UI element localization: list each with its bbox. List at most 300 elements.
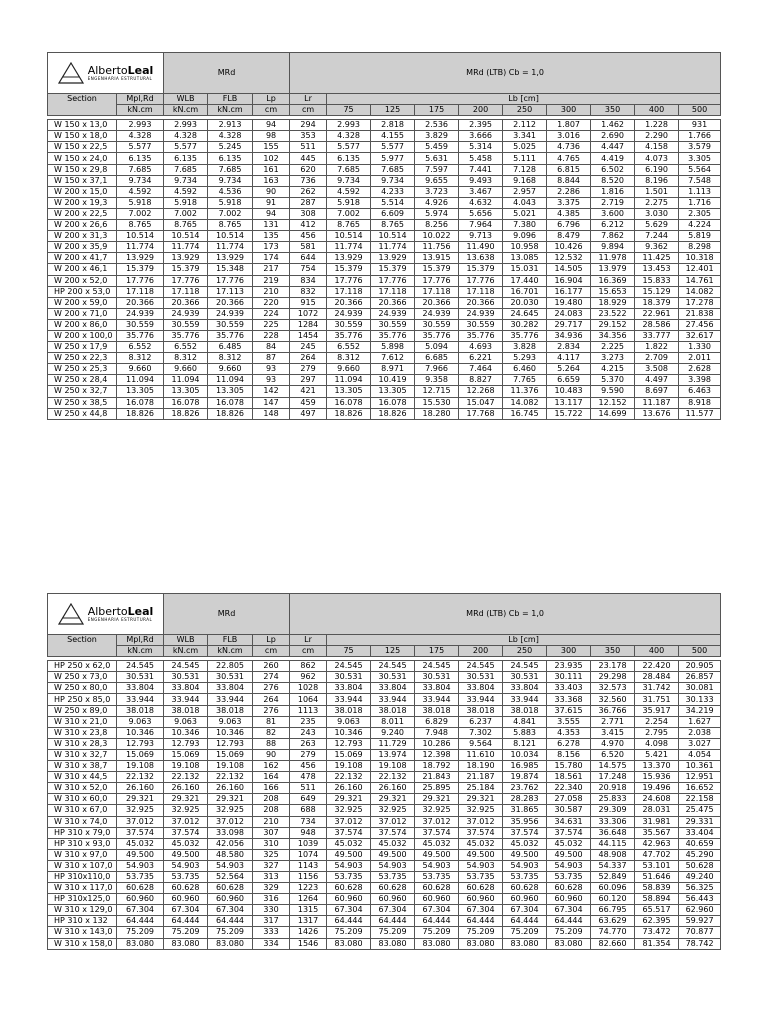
value-cell: 53.735 (117, 871, 164, 882)
value-cell: 6.221 (459, 353, 503, 364)
section-name-cell: W 150 x 24,0 (48, 153, 117, 164)
unit-lr: cm (290, 105, 327, 116)
value-cell: 64.444 (327, 916, 371, 927)
value-cell: 49.500 (415, 849, 459, 860)
value-cell: 64.444 (371, 916, 415, 927)
value-cell: 1454 (290, 330, 327, 341)
value-cell: 2.286 (547, 186, 591, 197)
value-cell: 2.536 (415, 120, 459, 131)
value-cell: 11.729 (371, 738, 415, 749)
value-cell: 2.719 (591, 197, 635, 208)
value-cell: 30.111 (547, 672, 591, 683)
value-cell: 11.094 (208, 375, 253, 386)
value-cell: 35.776 (327, 330, 371, 341)
value-cell: 87 (253, 353, 290, 364)
value-cell: 6.212 (591, 220, 635, 231)
value-cell: 24.608 (635, 794, 679, 805)
value-cell: 4.158 (635, 142, 679, 153)
value-cell: 5.577 (371, 142, 415, 153)
value-cell: 274 (253, 672, 290, 683)
value-cell: 9.240 (371, 727, 415, 738)
value-cell: 4.592 (327, 186, 371, 197)
value-cell: 9.564 (459, 738, 503, 749)
value-cell: 59.927 (679, 916, 721, 927)
value-cell: 60.960 (117, 894, 164, 905)
value-cell: 60.628 (415, 883, 459, 894)
value-cell: 3.305 (679, 153, 721, 164)
value-cell: 11.187 (635, 397, 679, 408)
table-row (48, 308, 721, 319)
value-cell: 208 (253, 805, 290, 816)
value-cell: 33.804 (503, 683, 547, 694)
value-cell: 644 (290, 253, 327, 264)
value-cell: 164 (253, 772, 290, 783)
value-cell: 32.560 (591, 694, 635, 705)
value-cell: 7.862 (591, 231, 635, 242)
value-cell: 11.774 (164, 242, 208, 253)
value-cell: 53.735 (547, 871, 591, 882)
value-cell: 27.058 (547, 794, 591, 805)
value-cell: 35.776 (371, 330, 415, 341)
value-cell: 24.545 (503, 661, 547, 672)
value-cell: 54.903 (547, 860, 591, 871)
value-cell: 22.132 (208, 772, 253, 783)
value-cell: 3.027 (679, 738, 721, 749)
value-cell: 67.304 (164, 905, 208, 916)
value-cell: 25.184 (459, 783, 503, 794)
value-cell: 54.903 (208, 860, 253, 871)
value-cell: 17.118 (459, 286, 503, 297)
value-cell: 4.098 (635, 738, 679, 749)
section-name-cell: W 250 x 80,0 (48, 683, 117, 694)
value-cell: 25.475 (679, 805, 721, 816)
value-cell: 49.500 (371, 849, 415, 860)
value-cell: 10.514 (327, 231, 371, 242)
value-cell: 333 (253, 927, 290, 938)
value-cell: 54.903 (164, 860, 208, 871)
value-cell: 13.979 (591, 264, 635, 275)
value-cell: 18.561 (547, 772, 591, 783)
table-row (48, 397, 721, 408)
value-cell: 33.804 (459, 683, 503, 694)
value-cell: 7.964 (459, 220, 503, 231)
value-cell: 64.444 (164, 916, 208, 927)
value-cell: 17.118 (327, 286, 371, 297)
value-cell: 5.459 (415, 142, 459, 153)
value-cell: 15.348 (208, 264, 253, 275)
section-name-cell: W 200 x 52,0 (48, 275, 117, 286)
value-cell: 5.094 (415, 342, 459, 353)
value-cell: 37.012 (208, 816, 253, 827)
value-cell: 3.555 (547, 716, 591, 727)
value-cell: 2.795 (635, 727, 679, 738)
value-cell: 83.080 (208, 938, 253, 949)
value-cell: 12.152 (591, 397, 635, 408)
value-cell: 30.559 (371, 319, 415, 330)
value-cell: 17.776 (164, 275, 208, 286)
value-cell: 24.939 (117, 308, 164, 319)
value-cell: 54.337 (591, 860, 635, 871)
value-cell: 166 (253, 783, 290, 794)
value-cell: 35.956 (503, 816, 547, 827)
value-cell: 60.960 (371, 894, 415, 905)
value-cell: 33.777 (635, 330, 679, 341)
value-cell: 6.135 (208, 153, 253, 164)
table-row (48, 738, 721, 749)
value-cell: 14.082 (679, 286, 721, 297)
value-cell: 29.309 (591, 805, 635, 816)
value-cell: 931 (679, 120, 721, 131)
value-cell: 4.328 (208, 131, 253, 142)
value-cell: 6.485 (208, 342, 253, 353)
value-cell: 18.190 (459, 761, 503, 772)
value-cell: 29.717 (547, 319, 591, 330)
value-cell: 31.981 (635, 816, 679, 827)
value-cell: 26.160 (208, 783, 253, 794)
value-cell: 24.545 (164, 661, 208, 672)
value-cell: 11.577 (679, 408, 721, 419)
value-cell: 45.032 (459, 838, 503, 849)
value-cell: 7.685 (208, 164, 253, 175)
value-cell: 276 (253, 705, 290, 716)
table-row (48, 772, 721, 783)
section-name-cell: W 200 x 41,7 (48, 253, 117, 264)
value-cell: 2.993 (327, 120, 371, 131)
value-cell: 7.685 (327, 164, 371, 175)
value-cell: 67.304 (503, 905, 547, 916)
value-cell: 20.366 (415, 297, 459, 308)
value-cell: 3.829 (415, 131, 459, 142)
section-name-cell: W 150 x 13,0 (48, 120, 117, 131)
value-cell: 9.096 (503, 231, 547, 242)
value-cell: 58.894 (635, 894, 679, 905)
value-cell: 4.736 (547, 142, 591, 153)
value-cell: 12.268 (459, 386, 503, 397)
value-cell: 5.514 (371, 197, 415, 208)
value-cell: 13.370 (635, 761, 679, 772)
value-cell: 33.403 (547, 683, 591, 694)
value-cell: 325 (253, 849, 290, 860)
value-cell: 15.530 (415, 397, 459, 408)
value-cell: 83.080 (459, 938, 503, 949)
value-cell: 7.128 (503, 164, 547, 175)
triangle-logo-icon (58, 62, 84, 84)
value-cell: 22.158 (679, 794, 721, 805)
value-cell: 19.480 (547, 297, 591, 308)
lb-value-header: 250 (503, 646, 547, 657)
value-cell: 962 (290, 672, 327, 683)
value-cell: 26.160 (164, 783, 208, 794)
section-name-cell: W 310 x 97,0 (48, 849, 117, 860)
value-cell: 3.415 (591, 727, 635, 738)
value-cell: 67.304 (459, 905, 503, 916)
value-cell: 16.078 (117, 397, 164, 408)
value-cell: 445 (290, 153, 327, 164)
value-cell: 20.366 (371, 297, 415, 308)
section-name-cell: HP 250 x 62,0 (48, 661, 117, 672)
value-cell: 1.330 (679, 342, 721, 353)
value-cell: 32.925 (415, 805, 459, 816)
value-cell: 64.444 (503, 916, 547, 927)
value-cell: 35.567 (635, 827, 679, 838)
unit-flb: kN.cm (208, 646, 253, 657)
value-cell: 9.063 (164, 716, 208, 727)
value-cell: 33.944 (503, 694, 547, 705)
value-cell: 264 (253, 694, 290, 705)
value-cell: 8.011 (371, 716, 415, 727)
value-cell: 6.135 (327, 153, 371, 164)
value-cell: 10.346 (327, 727, 371, 738)
section-name-cell: W 310 x 158,0 (48, 938, 117, 949)
value-cell: 2.254 (635, 716, 679, 727)
value-cell: 8.765 (117, 220, 164, 231)
value-cell: 24.545 (117, 661, 164, 672)
value-cell: 8.827 (459, 375, 503, 386)
unit-flb: kN.cm (208, 105, 253, 116)
value-cell: 834 (290, 275, 327, 286)
value-cell: 412 (290, 220, 327, 231)
value-cell: 33.804 (327, 683, 371, 694)
lb-value-header: 250 (503, 105, 547, 116)
value-cell: 75.209 (415, 927, 459, 938)
value-cell: 40.659 (679, 838, 721, 849)
brand-name-light: Alberto (87, 605, 128, 618)
value-cell: 948 (290, 827, 327, 838)
value-cell: 135 (253, 231, 290, 242)
value-cell: 228 (253, 330, 290, 341)
value-cell: 29.331 (679, 816, 721, 827)
value-cell: 75.209 (547, 927, 591, 938)
value-cell: 581 (290, 242, 327, 253)
value-cell: 4.497 (635, 375, 679, 386)
value-cell: 21.843 (415, 772, 459, 783)
lb-value-header: 175 (415, 105, 459, 116)
table-row (48, 208, 721, 219)
table-row (48, 749, 721, 760)
lb-value-header: 200 (459, 646, 503, 657)
value-cell: 15.653 (591, 286, 635, 297)
value-cell: 6.135 (164, 153, 208, 164)
value-cell: 37.574 (459, 827, 503, 838)
value-cell: 25.833 (591, 794, 635, 805)
section-name-cell: W 310 x 38,7 (48, 761, 117, 772)
value-cell: 6.502 (591, 164, 635, 175)
table-row (48, 683, 721, 694)
value-cell: 12.398 (415, 749, 459, 760)
value-cell: 287 (290, 197, 327, 208)
value-cell: 34.219 (679, 705, 721, 716)
value-cell: 10.514 (117, 231, 164, 242)
value-cell: 5.577 (117, 142, 164, 153)
value-cell: 9.655 (415, 175, 459, 186)
value-cell: 67.304 (327, 905, 371, 916)
value-cell: 2.771 (591, 716, 635, 727)
value-cell: 16.369 (591, 275, 635, 286)
value-cell: 60.628 (117, 883, 164, 894)
value-cell: 37.012 (327, 816, 371, 827)
value-cell: 4.233 (371, 186, 415, 197)
value-cell: 13.305 (164, 386, 208, 397)
value-cell: 3.467 (459, 186, 503, 197)
value-cell: 33.804 (208, 683, 253, 694)
value-cell: 1.816 (591, 186, 635, 197)
value-cell: 4.328 (327, 131, 371, 142)
value-cell: 15.379 (327, 264, 371, 275)
table-row (48, 275, 721, 286)
value-cell: 12.401 (679, 264, 721, 275)
value-cell: 10.419 (371, 375, 415, 386)
value-cell: 18.826 (371, 408, 415, 419)
brand-subtitle: ENGENHARIA ESTRUTURAL (87, 617, 153, 622)
value-cell: 3.341 (503, 131, 547, 142)
table-1 (47, 52, 721, 420)
value-cell: 2.913 (208, 120, 253, 131)
value-cell: 24.545 (459, 661, 503, 672)
lb-value-header: 300 (547, 105, 591, 116)
value-cell: 754 (290, 264, 327, 275)
value-cell: 30.559 (164, 319, 208, 330)
value-cell: 29.152 (591, 319, 635, 330)
value-cell: 8.256 (415, 220, 459, 231)
value-cell: 11.094 (164, 375, 208, 386)
value-cell: 21.838 (679, 308, 721, 319)
table-row (48, 661, 721, 672)
value-cell: 37.574 (547, 827, 591, 838)
value-cell: 7.685 (164, 164, 208, 175)
value-cell: 10.346 (208, 727, 253, 738)
value-cell: 5.577 (164, 142, 208, 153)
value-cell: 45.032 (503, 838, 547, 849)
value-cell: 9.590 (591, 386, 635, 397)
value-cell: 5.025 (503, 142, 547, 153)
value-cell: 82.660 (591, 938, 635, 949)
table-row (48, 342, 721, 353)
section-name-cell: W 310 x 143,0 (48, 927, 117, 938)
value-cell: 64.444 (415, 916, 459, 927)
value-cell: 49.500 (503, 849, 547, 860)
value-cell: 29.321 (459, 794, 503, 805)
value-cell: 33.944 (415, 694, 459, 705)
mpl-header: Mpl,Rd (117, 635, 164, 646)
section-name-cell: W 250 x 22,3 (48, 353, 117, 364)
value-cell: 20.030 (503, 297, 547, 308)
value-cell: 34.631 (547, 816, 591, 827)
section-name-cell: W 200 x 59,0 (48, 297, 117, 308)
value-cell: 48.908 (591, 849, 635, 860)
value-cell: 17.768 (459, 408, 503, 419)
value-cell: 10.514 (208, 231, 253, 242)
value-cell: 22.132 (327, 772, 371, 783)
value-cell: 53.735 (415, 871, 459, 882)
value-cell: 16.078 (327, 397, 371, 408)
value-cell: 24.939 (459, 308, 503, 319)
value-cell: 17.118 (371, 286, 415, 297)
value-cell: 38.018 (208, 705, 253, 716)
value-cell: 307 (253, 827, 290, 838)
value-cell: 3.016 (547, 131, 591, 142)
section-name-cell: W 150 x 22,5 (48, 142, 117, 153)
value-cell: 11.774 (208, 242, 253, 253)
value-cell: 1064 (290, 694, 327, 705)
value-cell: 329 (253, 883, 290, 894)
value-cell: 82 (253, 727, 290, 738)
section-name-cell: W 250 x 25,3 (48, 364, 117, 375)
value-cell: 45.032 (415, 838, 459, 849)
value-cell: 17.776 (371, 275, 415, 286)
value-cell: 264 (290, 353, 327, 364)
value-cell: 36.766 (591, 705, 635, 716)
value-cell: 28.484 (635, 672, 679, 683)
value-cell: 14.082 (503, 397, 547, 408)
unit-mpl: kN.cm (117, 646, 164, 657)
value-cell: 45.290 (679, 849, 721, 860)
value-cell: 4.215 (591, 364, 635, 375)
value-cell: 73.472 (635, 927, 679, 938)
value-cell: 3.828 (503, 342, 547, 353)
value-cell: 6.460 (503, 364, 547, 375)
value-cell: 279 (290, 749, 327, 760)
value-cell: 8.312 (327, 353, 371, 364)
value-cell: 13.305 (327, 386, 371, 397)
section-name-cell: W 310 x 28,3 (48, 738, 117, 749)
value-cell: 7.302 (459, 727, 503, 738)
value-cell: 56.325 (679, 883, 721, 894)
table-row (48, 286, 721, 297)
section-name-cell: W 200 x 22,5 (48, 208, 117, 219)
value-cell: 2.834 (547, 342, 591, 353)
value-cell: 91 (253, 197, 290, 208)
value-cell: 6.278 (547, 738, 591, 749)
wlb-header: WLB (164, 94, 208, 105)
value-cell: 16.078 (208, 397, 253, 408)
lb-value-header: 350 (591, 105, 635, 116)
value-cell: 16.177 (547, 286, 591, 297)
value-cell: 81 (253, 716, 290, 727)
value-cell: 18.792 (415, 761, 459, 772)
value-cell: 1113 (290, 705, 327, 716)
value-cell: 1039 (290, 838, 327, 849)
value-cell: 15.069 (208, 749, 253, 760)
value-cell: 15.129 (635, 286, 679, 297)
value-cell: 511 (290, 142, 327, 153)
value-cell: 9.660 (327, 364, 371, 375)
value-cell: 6.190 (635, 164, 679, 175)
value-cell: 9.063 (327, 716, 371, 727)
value-cell: 32.925 (117, 805, 164, 816)
value-cell: 26.160 (371, 783, 415, 794)
value-cell: 9.660 (208, 364, 253, 375)
value-cell: 10.361 (679, 761, 721, 772)
value-cell: 11.756 (415, 242, 459, 253)
value-cell: 294 (290, 120, 327, 131)
value-cell: 24.545 (415, 661, 459, 672)
value-cell: 148 (253, 408, 290, 419)
value-cell: 688 (290, 805, 327, 816)
lb-value-header: 300 (547, 646, 591, 657)
value-cell: 32.573 (591, 683, 635, 694)
value-cell: 11.774 (327, 242, 371, 253)
value-cell: 5.111 (503, 153, 547, 164)
value-cell: 35.776 (503, 330, 547, 341)
value-cell: 17.278 (679, 297, 721, 308)
table-row (48, 938, 721, 949)
value-cell: 20.366 (327, 297, 371, 308)
value-cell: 75.209 (327, 927, 371, 938)
header-row-units (48, 646, 721, 657)
value-cell: 217 (253, 264, 290, 275)
table-row (48, 330, 721, 341)
section-name-cell: W 310 x 60,0 (48, 794, 117, 805)
